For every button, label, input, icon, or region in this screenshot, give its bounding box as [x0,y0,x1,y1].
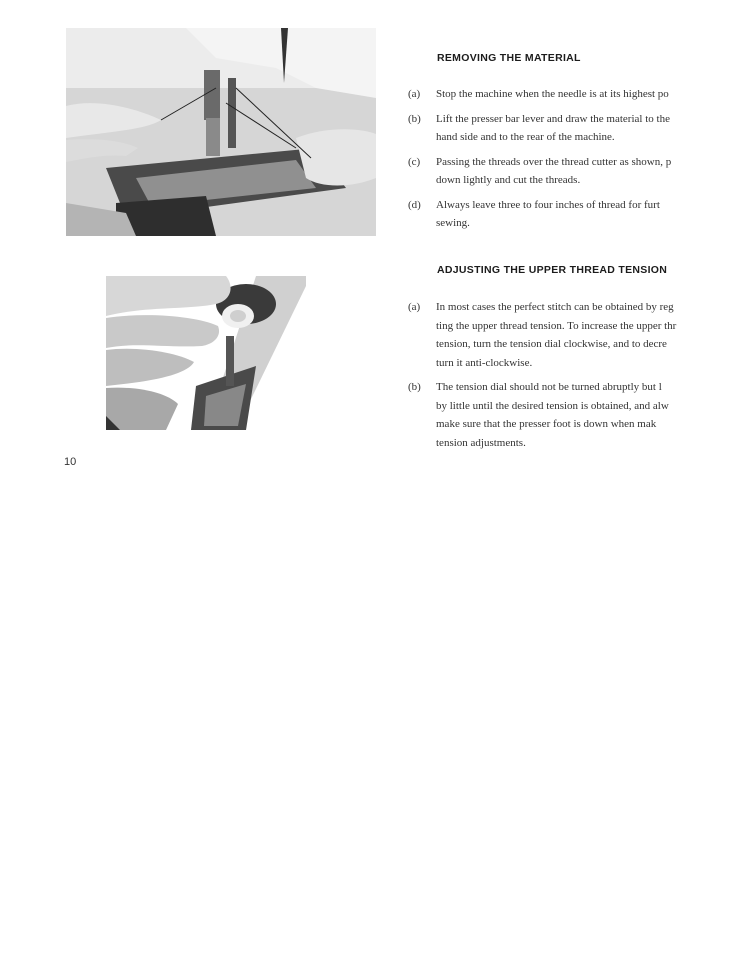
step-label: (a) [408,301,421,313]
step-text-line: make sure that the presser foot is down when mak [436,418,657,430]
photo-removing-material [66,28,376,236]
page-number: 10 [64,456,77,468]
step-label: (b) [408,112,421,125]
step-text-line: Always leave three to four inches of thread for furt [436,198,660,211]
heading-adjusting-tension: ADJUSTING THE UPPER THREAD TENSION [437,264,668,276]
step-a [408,298,738,372]
step-text-line: turn it anti-clockwise. [436,356,533,369]
step-text-line: The tension dial should not be turned abruptly but l [436,381,662,393]
step-text-line: tension adjustments. [436,436,526,449]
step-text-line: Lift the presser bar lever and draw the material to the [436,112,670,125]
step-c [408,153,738,190]
step-text-line: hand side and to the rear of the machine. [436,131,615,143]
step-label: (b) [408,381,421,393]
step-text-line: ting the upper thread tension. To increase the upper thr [436,319,677,332]
steps-removing-material [408,85,738,239]
step-label: (c) [408,155,421,168]
step-a [408,85,738,104]
step-text-line: Passing the threads over the thread cutter as shown, p [436,155,672,168]
step-text-line: tension, turn the tension dial clockwise, and to decre [436,338,667,350]
step-label: (a) [408,88,421,100]
step-text-line: down lightly and cut the threads. [436,174,581,186]
steps-adjusting-tension [408,298,738,458]
step-label: (d) [408,198,421,211]
step-text-line: In most cases the perfect stitch can be obtained by reg [436,301,674,313]
step-text-line: sewing. [436,217,470,229]
step-b [408,378,738,452]
photo-tension-dial [106,276,306,430]
step-text-line: Stop the machine when the needle is at its highest po [436,88,669,100]
heading-removing-material: REMOVING THE MATERIAL [437,52,581,64]
step-text-line: by little until the desired tension is obtained, and alw [436,399,669,412]
step-d [408,196,738,233]
step-b [408,110,738,147]
